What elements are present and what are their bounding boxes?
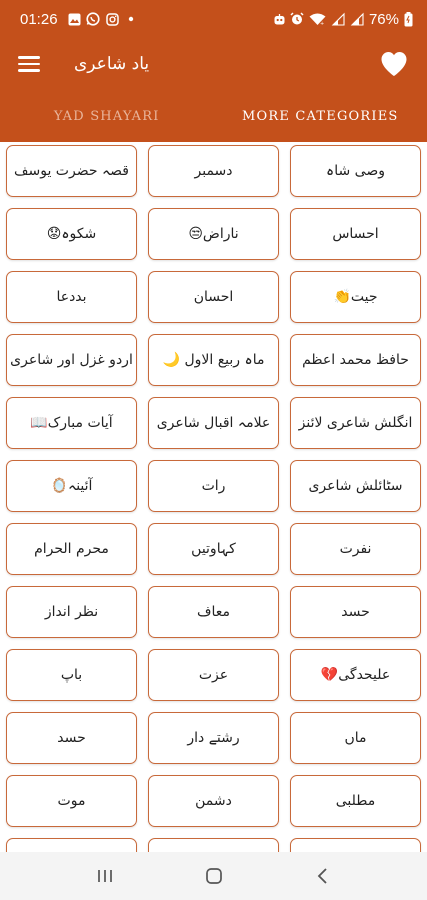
category-button[interactable]: ماں	[290, 712, 421, 764]
battery-icon	[404, 13, 413, 26]
category-button[interactable]: مطلبی	[290, 775, 421, 827]
category-button[interactable]: دشمن	[148, 775, 279, 827]
battery-percent: 76%	[368, 10, 399, 28]
category-button[interactable]: انگلش شاعری لائنز	[290, 397, 421, 449]
category-button[interactable]: نفرت	[290, 523, 421, 575]
instagram-icon	[106, 13, 119, 26]
category-button[interactable]: موت	[6, 775, 137, 827]
category-button[interactable]: اردو غزل اور شاعری	[6, 334, 137, 386]
wifi-icon	[309, 13, 326, 26]
hamburger-menu-icon[interactable]	[18, 52, 42, 76]
category-button[interactable]: دسمبر	[148, 145, 279, 197]
tab-bar	[0, 90, 427, 142]
category-button[interactable]: رات	[148, 460, 279, 512]
recent-apps-icon[interactable]	[85, 856, 125, 896]
gallery-icon	[68, 13, 81, 26]
whatsapp-icon	[87, 13, 100, 26]
system-nav-bar	[0, 852, 427, 900]
status-time: 01:26	[20, 10, 58, 28]
category-button[interactable]: حافظ محمد اعظم	[290, 334, 421, 386]
category-button[interactable]: سٹائلش شاعری	[290, 460, 421, 512]
category-button[interactable]: علامہ اقبال شاعری	[148, 397, 279, 449]
category-button[interactable]: معاف	[148, 586, 279, 638]
category-button[interactable]: آیات مبارک📖	[6, 397, 137, 449]
tab-yad-shayari[interactable]: YAD SHAYARI	[53, 108, 160, 124]
category-button[interactable]: جیت👏	[290, 271, 421, 323]
heart-icon[interactable]	[379, 49, 409, 79]
category-button[interactable]: حسد	[290, 586, 421, 638]
category-button[interactable]: احساس	[290, 208, 421, 260]
back-icon[interactable]	[303, 856, 343, 896]
signal-icon-1	[331, 13, 345, 26]
category-button[interactable]: احسان	[148, 271, 279, 323]
category-button[interactable]: ناراض😒	[148, 208, 279, 260]
status-left	[20, 11, 138, 28]
category-button[interactable]: عزت	[148, 649, 279, 701]
status-bar	[0, 0, 427, 38]
category-button[interactable]: شکوہ😟	[6, 208, 137, 260]
category-button[interactable]: باپ	[6, 649, 137, 701]
category-button[interactable]: حسد	[6, 712, 137, 764]
app-bar	[0, 38, 427, 90]
tab-more-categories[interactable]: MORE CATEGORIES	[241, 108, 399, 124]
category-button[interactable]: وصی شاہ	[290, 145, 421, 197]
home-icon[interactable]	[194, 856, 234, 896]
svg-text:+: +	[319, 20, 325, 27]
notification-dot-icon	[125, 13, 138, 26]
category-button[interactable]: محرم الحرام	[6, 523, 137, 575]
category-button[interactable]: کہاوتیں	[148, 523, 279, 575]
category-button[interactable]: آئینہ🪞	[6, 460, 137, 512]
category-button[interactable]: ماہ ربیع الاول 🌙	[148, 334, 279, 386]
status-right	[273, 11, 413, 28]
category-button[interactable]: علیحدگی💔	[290, 649, 421, 701]
category-button[interactable]: بددعا	[6, 271, 137, 323]
robot-icon	[273, 13, 286, 26]
signal-icon-2	[350, 13, 364, 26]
category-grid	[6, 145, 421, 890]
app-title: یاد شاعری	[74, 54, 150, 74]
category-button[interactable]: رشتے دار	[148, 712, 279, 764]
alarm-icon	[291, 13, 304, 26]
category-list[interactable]	[0, 142, 427, 852]
category-button[interactable]: قصہ حضرت یوسف	[6, 145, 137, 197]
category-button[interactable]: نظر انداز	[6, 586, 137, 638]
